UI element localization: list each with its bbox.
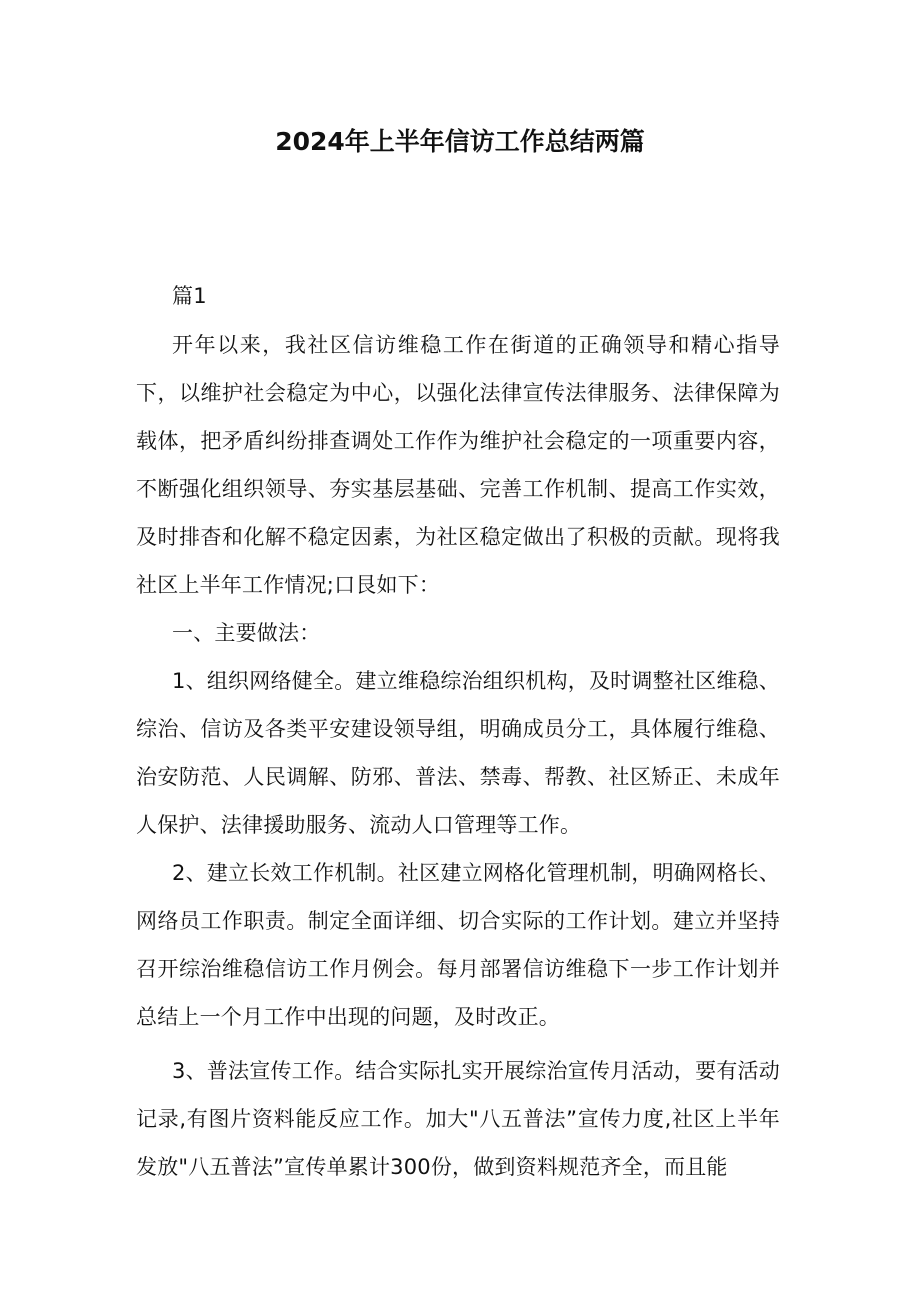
document-title: 2024年上半年信访工作总结两篇 (275, 127, 645, 156)
paragraph-intro: 开年以来，我社区信访维稳工作在街道的正确领导和精心指导下，以维护社会稳定为中心，以强化法律宣传法律服务、法律保障为载体，把矛盾纠纷排查调处工作作为维护社会稳定的一项重要内容，不断强化组织领导、夯实基层基础、完善工作机制、提高工作实效，及时排杳和化解不稳定因素，为社区稳定做出了积极的贡献。现将我社区上半年工作情况;口艮如下： (136, 333, 780, 597)
paragraph-item-3: 3、普法宣传工作。结合实际扎实开展综治宣传月活动，要有活动记录,有图片资料能反应工作。加大"八五普法”宣传力度,社区上半年发放"八五普法”宣传单累计300份，做到资料规范齐全，而且能 (136, 1059, 780, 1179)
paragraph-item-1: 1、组织网络健全。建立维稳综治组织机构，及时调整社区维稳、综治、信访及各类平安建设领导组，明确成员分工，具体履行维稳、治安防范、人民调解、防邪、普法、禁毒、帮教、社区矫正、未成年人保护、法律援助服务、流动人口管理等工作。 (136, 669, 780, 837)
paragraph-main-practices-heading: 一、主要做法： (172, 621, 321, 645)
document-body (136, 272, 780, 1191)
section-heading: 篇1 (172, 284, 207, 308)
paragraph-item-2: 2、建立长效工作机制。社区建立网格化管理机制，明确网格长、网络员工作职责。制定全面详细、切合实际的工作计划。建立并坚持召开综治维稳信访工作月例会。每月部署信访维稳下一步工作计划并总结上一个月工作中出现的问题，及时改正。 (136, 861, 780, 1029)
